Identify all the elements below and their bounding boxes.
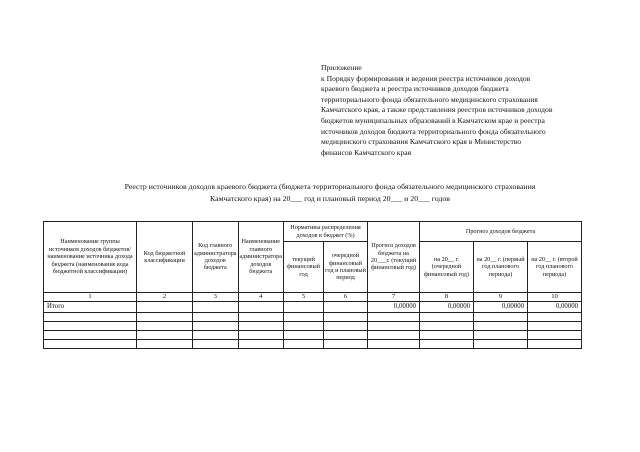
empty-cell [284,340,324,349]
empty-cell [137,322,193,331]
empty-cell [324,340,368,349]
annex-line: медицинского страхования Камчатского края в Министерство [321,137,522,147]
column-number: 1 [44,293,137,302]
total-value: 0,00000 [368,302,420,313]
empty-cell [44,340,137,349]
empty-cell [137,302,193,313]
empty-cell [528,340,582,349]
empty-cell [324,322,368,331]
header-norm-next: очередной финансовый год и плановый период [324,242,368,293]
column-number: 4 [238,293,284,302]
empty-cell [368,340,420,349]
document-title [60,181,600,204]
header-forecast-current: Прогноз доходов бюджета на 20___г. (текущий финансовый год) [368,222,420,293]
empty-cell [238,302,284,313]
empty-cell [474,340,528,349]
header-admin-code: Код главного администратора доходов бюджета [193,222,239,293]
empty-cell [193,322,239,331]
annex-block [321,63,621,158]
empty-cell [368,313,420,322]
empty-cell [137,331,193,340]
column-number: 7 [368,293,420,302]
empty-cell [420,313,474,322]
annex-line: территориального фонда обязательного медицинского страхования [321,94,538,104]
annex-line: краевого бюджета и реестра источников доходов бюджета [321,84,509,94]
empty-cell [420,322,474,331]
annex-line: источников доходов бюджета территориального фонда обязательного [321,126,546,136]
total-value: 0,00000 [420,302,474,313]
empty-cell [528,313,582,322]
title-line-1: Реестр источников доходов краевого бюджета (бюджета территориального фонда обязательного медицинского страхования [124,182,536,191]
empty-cell [238,322,284,331]
column-number: 5 [284,293,324,302]
empty-cell [238,331,284,340]
column-number: 10 [528,293,582,302]
empty-cell [528,322,582,331]
empty-cell [324,331,368,340]
empty-cell [368,331,420,340]
column-number-row [44,293,582,302]
annex-line: Приложение [321,63,362,72]
empty-cell [193,302,239,313]
total-value: 0,00000 [474,302,528,313]
column-number: 8 [420,293,474,302]
table-row [44,331,582,340]
empty-cell [238,340,284,349]
total-value: 0,00000 [528,302,582,313]
header-forecast-plan1: на 20__ г. (первый год планового периода) [474,242,528,293]
table-row [44,322,582,331]
total-row [44,302,582,313]
empty-cell [324,302,368,313]
empty-cell [284,302,324,313]
empty-cell [137,313,193,322]
header-norm-current: текущий финансовый год [284,242,324,293]
empty-cell [368,322,420,331]
empty-cell [193,331,239,340]
empty-cell [474,331,528,340]
empty-cell [284,313,324,322]
annex-line: финансов Камчатского края [321,147,412,157]
header-forecast-next: на 20__ г. (очередной финансовый год) [420,242,474,293]
empty-cell [474,322,528,331]
empty-cell [420,331,474,340]
column-number: 2 [137,293,193,302]
registry-table [43,221,582,349]
empty-cell [284,331,324,340]
title-line-2: Камчатского края) на 20___ год и плановый период 20___ и 20___ годов [210,193,450,203]
table-row [44,313,582,322]
table-row [44,340,582,349]
empty-cell [528,331,582,340]
header-forecast-group: Прогноз доходов бюджета [420,222,582,242]
empty-cell [44,331,137,340]
column-number: 9 [474,293,528,302]
empty-cell [193,313,239,322]
header-forecast-plan2: на 20__ г. (второй год планового периода) [528,242,582,293]
header-budget-code: Код бюджетной классификации [137,222,193,293]
header-group-name: Наименование группы источников доходов бюджетов/наименование источника дохода бюджета (наименование кода бюджетной классификации) [44,222,137,293]
empty-cell [238,313,284,322]
header-admin-name: Наименование главного администратора доходов бюджета [238,222,284,293]
annex-line: к Порядку формирования и ведения реестра источников доходов [321,73,531,83]
empty-cell [193,340,239,349]
annex-line: Камчатского края, а также представления реестров источников доходов [321,105,553,115]
empty-cell [284,322,324,331]
column-number: 3 [193,293,239,302]
header-norms-group: Нормативы распределения доходов в бюджет (%) [284,222,368,242]
empty-cell [474,313,528,322]
empty-cell [420,340,474,349]
total-label: Итого [44,302,137,313]
annex-line: бюджетов муниципальных образований в Камчатском крае и реестра [321,115,545,125]
empty-cell [44,322,137,331]
empty-cell [324,313,368,322]
empty-cell [44,313,137,322]
empty-cell [137,340,193,349]
column-number: 6 [324,293,368,302]
